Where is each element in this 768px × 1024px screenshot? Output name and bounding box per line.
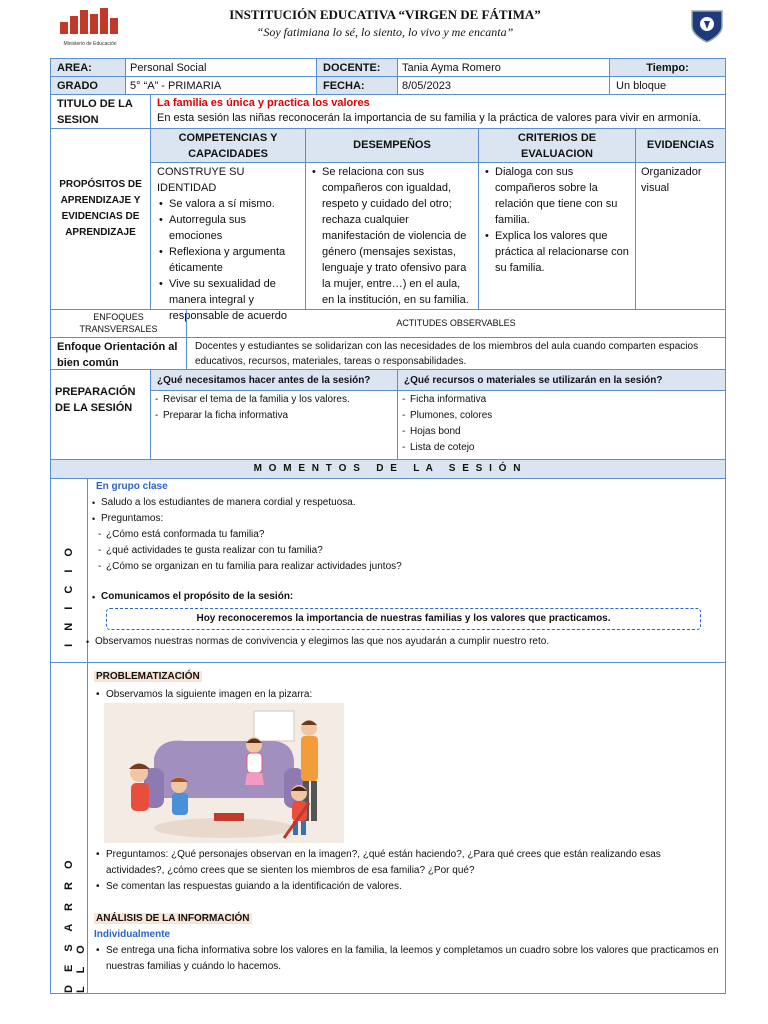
actitud-text: Docentes y estudiantes se solidarizan con las necesidades de los miembros del aula cuando comparten espacios educativos, recursos, materiales, tareas o responsabilidades. — [186, 337, 726, 370]
antes-item: - Preparar la ficha informativa — [155, 408, 393, 424]
evidencias-cell: Organizador visual — [635, 162, 726, 310]
desarrollo-label: D E S A R R O L L O — [63, 855, 87, 993]
preparacion-q2: ¿Qué recursos o materiales se utilizarán en la sesión? — [397, 369, 726, 391]
family-illustration — [104, 703, 344, 843]
titulo-label: TITULO DE LA SESION — [50, 94, 151, 129]
desarrollo-side — [50, 662, 88, 994]
titulo-content — [150, 94, 726, 129]
logo-bars-icon — [58, 6, 122, 36]
competencias-cell — [150, 162, 306, 322]
inicio-side — [50, 478, 88, 663]
institution-motto: “Soy fatimiana lo sé, lo siento, lo vivo y me encanta” — [256, 25, 514, 39]
logo-text: Ministerio de Educación — [63, 41, 117, 47]
recurso-item: - Ficha informativa — [402, 392, 721, 408]
proposito-box: Hoy reconoceremos la importancia de nuestras familias y los valores que practicamos. — [106, 608, 701, 630]
propositos-label: PROPÓSITOS DE APRENDIZAJE Y EVIDENCIAS DE APRENDIZAJE — [50, 128, 151, 310]
docente-label: DOCENTE: — [316, 58, 398, 77]
antes-item: - Revisar el tema de la familia y los valores. — [155, 392, 393, 408]
capacidad-item: • Vive su sexualidad de manera integral y responsable de acuerdo — [157, 276, 299, 324]
capacidad-item: • Autorregula sus emociones — [157, 212, 299, 244]
capacidad-item: • Reflexiona y argumenta éticamente — [157, 244, 299, 276]
school-crest-icon — [688, 8, 726, 44]
area-value: Personal Social — [125, 58, 317, 77]
family-cleaning-image — [104, 703, 344, 843]
institution-title: INSTITUCIÓN EDUCATIVA “VIRGEN DE FÁTIMA” — [229, 7, 541, 22]
normas-text: • Observamos nuestras normas de convivencia y elegimos las que nos ayudarán a cumplir nuestro reto. — [86, 634, 721, 650]
header-criterios: CRITERIOS DE EVALUACION — [478, 128, 636, 163]
pregunta-item: - ¿Cómo está conformada tu familia? — [98, 527, 721, 543]
actitudes-label: ACTITUDES OBSERVABLES — [186, 309, 726, 338]
fecha-label: FECHA: — [316, 76, 398, 95]
docente-value: Tania Ayma Romero — [397, 58, 610, 77]
observamos-text: • Observamos la siguiente imagen en la pizarra: — [94, 687, 719, 703]
problematizacion-title: PROBLEMATIZACIÓN — [96, 671, 200, 682]
header-evidencias: EVIDENCIAS — [635, 128, 726, 163]
grupo-clase: En grupo clase — [96, 481, 168, 492]
session-description: En esta sesión las niñas reconocerán la importancia de su familia y la práctica de valores para vivir en armonía. — [157, 112, 702, 124]
ficha-text: • Se entrega una ficha informativa sobre los valores en la familia, la leemos y completamos un cuadro sobre los valores que practicamos en nuestras familias y cuándo lo hacemos. — [94, 943, 719, 975]
ministry-logo — [58, 6, 122, 47]
momentos-title: M O M E N T O S D E L A S E S I Ó N — [50, 459, 726, 479]
session-title: La familia es única y practica los valores — [157, 97, 370, 109]
comentan-text: • Se comentan las respuestas guiando a la identificación de valores. — [94, 879, 719, 895]
desarrollo-content — [87, 662, 726, 994]
saludo-text: • Saludo a los estudiantes de manera cordial y respetuosa. — [92, 495, 721, 511]
inicio-label: I N I C I O — [63, 543, 75, 647]
header-competencias: COMPETENCIAS Y CAPACIDADES — [150, 128, 306, 163]
preguntas-desarrollo: • Preguntamos: ¿Qué personajes observan en la imagen?, ¿qué están haciendo?, ¿Para qué crees que están realizando esas actividades?, ¿cómo crees que se sienten los miembros de esa familia? ¿Por qué? — [94, 847, 719, 879]
preparacion-q1: ¿Qué necesitamos hacer antes de la sesión? — [150, 369, 398, 391]
criterio-item: • Explica los valores que práctica al relacionarse con su familia. — [483, 228, 631, 276]
tiempo-label: Tiempo: — [609, 58, 726, 77]
tiempo-value: Un bloque — [609, 76, 726, 95]
criterios-cell — [478, 162, 636, 310]
pregunta-item: - ¿qué actividades te gusta realizar con tu familia? — [98, 543, 721, 559]
enfoques-label: ENFOQUES TRANSVERSALES — [50, 309, 187, 338]
competencia-title: CONSTRUYE SU IDENTIDAD — [157, 166, 245, 194]
individualmente-label: Individualmente — [94, 929, 171, 940]
recurso-item: - Plumones, colores — [402, 408, 721, 424]
desempeno-item: • Se relaciona con sus compañeros con igualdad, respeto y cuidado del otro; rechaza cualquier manifestación de violencia de género (mensajes sexistas, lenguaje y trato ofensivo para la mujer, entre…) en el aula, en la institución, en su familia. — [310, 164, 474, 308]
fecha-value: 8/05/2023 — [397, 76, 610, 95]
grado-label: GRADO — [50, 76, 126, 95]
inicio-content — [87, 478, 726, 663]
enfoque-name: Enfoque Orientación al bien común — [50, 337, 187, 370]
analisis-title: ANÁLISIS DE LA INFORMACIÓN — [96, 913, 250, 924]
preparacion-antes — [150, 390, 398, 460]
grado-value: 5° “A” - PRIMARIA — [125, 76, 317, 95]
capacidad-item: • Se valora a sí mismo. — [157, 196, 299, 212]
recurso-item: - Lista de cotejo — [402, 440, 721, 456]
header-desempenos: DESEMPEÑOS — [305, 128, 479, 163]
preparacion-label: PREPARACIÓN DE LA SESIÓN — [50, 369, 151, 460]
desempenos-cell — [305, 162, 479, 310]
pregunta-item: - ¿Cómo se organizan en tu familia para realizar actividades juntos? — [98, 559, 721, 575]
recurso-item: - Hojas bond — [402, 424, 721, 440]
area-label: AREA: — [50, 58, 126, 77]
preparacion-recursos — [397, 390, 726, 460]
preguntamos-text: • Preguntamos: — [92, 511, 721, 527]
proposito-label: • Comunicamos el propósito de la sesión: — [92, 589, 721, 605]
criterio-item: • Dialoga con sus compañeros sobre la relación que tiene con su familia. — [483, 164, 631, 228]
